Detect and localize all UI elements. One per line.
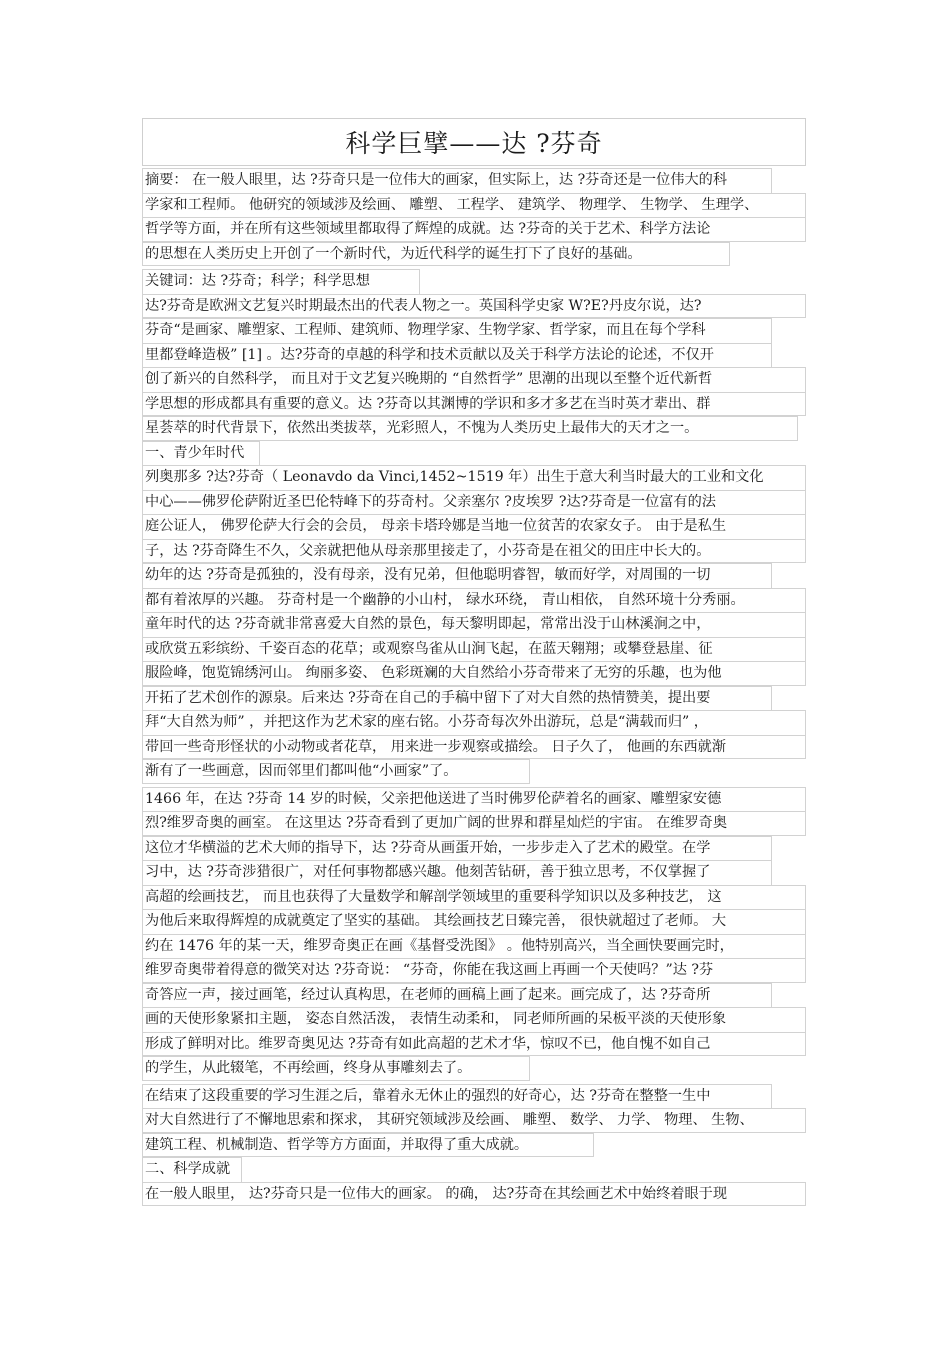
text-line: 形成了鲜明对比。维罗奇奥见达 ?芬奇有如此高超的艺术才华，惊叹不已，他自愧不如自己: [142, 1032, 806, 1057]
text-line: 维罗奇奥带着得意的微笑对达 ?芬奇说： “芬奇，你能在我这画上再画一个天使吗？”达 ?芬: [142, 958, 806, 983]
text-line: 建筑工程、机械制造、哲学等方方面面，并取得了重大成就。: [142, 1133, 594, 1158]
text-line: 列奥那多 ?达?芬奇（ Leonavdo da Vinci,1452~1519 年）出生于意大利当时最大的工业和文化: [142, 465, 806, 490]
text-line: 1466 年，在达 ?芬奇 14 岁的时候，父亲把他送进了当时佛罗伦萨着名的画家、雕塑家安德: [142, 787, 806, 812]
text-line: 渐有了一些画意，因而邻里们都叫他“小画家”了。: [142, 759, 530, 784]
text-line: 带回一些奇形怪状的小动物或者花草， 用来进一步观察或描绘。 日子久了， 他画的东西就渐: [142, 735, 806, 760]
text-line: 高超的绘画技艺， 而且也获得了大量数学和解剖学领域里的重要科学知识以及多种技艺， 这: [142, 885, 806, 910]
text-line: 芬奇“是画家、雕塑家、工程师、建筑师、物理学家、生物学家、哲学家，而且在每个学科: [142, 318, 772, 343]
text-line: 在结束了这段重要的学习生涯之后，靠着永无休止的强烈的好奇心，达 ?芬奇在整整一生中: [142, 1084, 772, 1109]
text-line: 创了新兴的自然科学， 而且对于文艺复兴晚期的 “自然哲学” 思潮的出现以至整个近代新哲: [142, 367, 806, 392]
text-line: 童年时代的达 ?芬奇就非常喜爱大自然的景色，每天黎明即起，常常出没于山林溪涧之中，: [142, 612, 806, 637]
text-line: 摘要： 在一般人眼里，达 ?芬奇只是一位伟大的画家，但实际上，达 ?芬奇还是一位伟大的科: [142, 168, 772, 193]
title-box: [142, 118, 806, 166]
text-line: 服险峰，饱览锦绣河山。 绚丽多姿、 色彩斑斓的大自然给小芬奇带来了无穷的乐趣，也为他: [142, 661, 806, 686]
text-line: 习中，达 ?芬奇涉猎很广，对任何事物都感兴趣。他刻苦钻研，善于独立思考，不仅掌握了: [142, 860, 772, 885]
text-line: 达?芬奇是欧洲文艺复兴时期最杰出的代表人物之一。英国科学史家 W?E?丹皮尔说，达?: [142, 294, 806, 319]
text-line: 对大自然进行了不懈地思索和探求， 其研究领域涉及绘画、 雕塑、 数学、 力学、 物理、 生物、: [142, 1108, 806, 1133]
text-line: 关键词：达 ?芬奇；科学；科学思想: [142, 269, 420, 294]
text-line: 一、青少年时代: [142, 441, 260, 466]
text-line: 在一般人眼里， 达?芬奇只是一位伟大的画家。 的确， 达?芬奇在其绘画艺术中始终着眼于现: [142, 1182, 806, 1207]
text-line: 拜“大自然为师” ，并把这作为艺术家的座右铭。小芬奇每次外出游玩，总是“满载而归” ，: [142, 710, 806, 735]
text-line: 约在 1476 年的某一天，维罗奇奥正在画《基督受洗图》 。他特别高兴，当全画快要画完时，: [142, 934, 806, 959]
text-line: 哲学等方面，并在所有这些领域里都取得了辉煌的成就。达 ?芬奇的关于艺术、科学方法论: [142, 217, 806, 242]
text-line: 这位才华横溢的艺术大师的指导下，达 ?芬奇从画蛋开始，一步步走入了艺术的殿堂。在学: [142, 836, 772, 861]
text-line: 奇答应一声，接过画笔，经过认真构思，在老师的画稿上画了起来。画完成了，达 ?芬奇所: [142, 983, 772, 1008]
text-line: 开拓了艺术创作的源泉。后来达 ?芬奇在自己的手稿中留下了对大自然的热情赞美，提出要: [142, 686, 772, 711]
text-line: 的思想在人类历史上开创了一个新时代，为近代科学的诞生打下了良好的基础。: [142, 242, 730, 267]
text-line: 子，达 ?芬奇降生不久，父亲就把他从母亲那里接走了，小芬奇是在祖父的田庄中长大的。: [142, 539, 806, 564]
body-text: [142, 168, 806, 1206]
text-line: 的学生，从此辍笔，不再绘画，终身从事雕刻去了。: [142, 1056, 530, 1081]
text-line: 都有着浓厚的兴趣。 芬奇村是一个幽静的小山村， 绿水环绕， 青山相依， 自然环境十分秀丽。: [142, 588, 806, 613]
text-line: 庭公证人， 佛罗伦萨大行会的会员， 母亲卡塔玲娜是当地一位贫苦的农家女子。 由于是私生: [142, 514, 806, 539]
text-line: 星荟萃的时代背景下，依然出类拔萃，光彩照人，不愧为人类历史上最伟大的天才之一。: [142, 416, 798, 441]
text-line: 烈?维罗奇奥的画室。 在这里达 ?芬奇看到了更加广阔的世界和群星灿烂的宇宙。 在维罗奇奥: [142, 811, 806, 836]
text-line: 学家和工程师。 他研究的领域涉及绘画、 雕塑、 工程学、 建筑学、 物理学、 生物学、 生理学、: [142, 193, 806, 218]
text-line: 二、科学成就: [142, 1157, 242, 1182]
text-line: 为他后来取得辉煌的成就奠定了坚实的基础。 其绘画技艺日臻完善， 很快就超过了老师。 大: [142, 909, 806, 934]
text-line: 中心——佛罗伦萨附近圣巴伦特峰下的芬奇村。父亲塞尔 ?皮埃罗 ?达?芬奇是一位富有的法: [142, 490, 806, 515]
text-line: 学思想的形成都具有重要的意义。达 ?芬奇以其渊博的学识和多才多艺在当时英才辈出、群: [142, 392, 806, 417]
text-line: 画的天使形象紧扣主题， 姿态自然活泼， 表情生动柔和， 同老师所画的呆板平淡的天使形象: [142, 1007, 806, 1032]
text-line: 或欣赏五彩缤纷、千姿百态的花草；或观察鸟雀从山涧飞起，在蓝天翱翔；或攀登悬崖、征: [142, 637, 806, 662]
text-line: 幼年的达 ?芬奇是孤独的，没有母亲，没有兄弟，但他聪明睿智，敏而好学，对周围的一切: [142, 563, 772, 588]
page-title: 科学巨擘——达 ?芬奇: [345, 129, 603, 158]
text-line: 里都登峰造极” [1] 。达?芬奇的卓越的科学和技术贡献以及关于科学方法论的论述，不仅开: [142, 343, 772, 368]
